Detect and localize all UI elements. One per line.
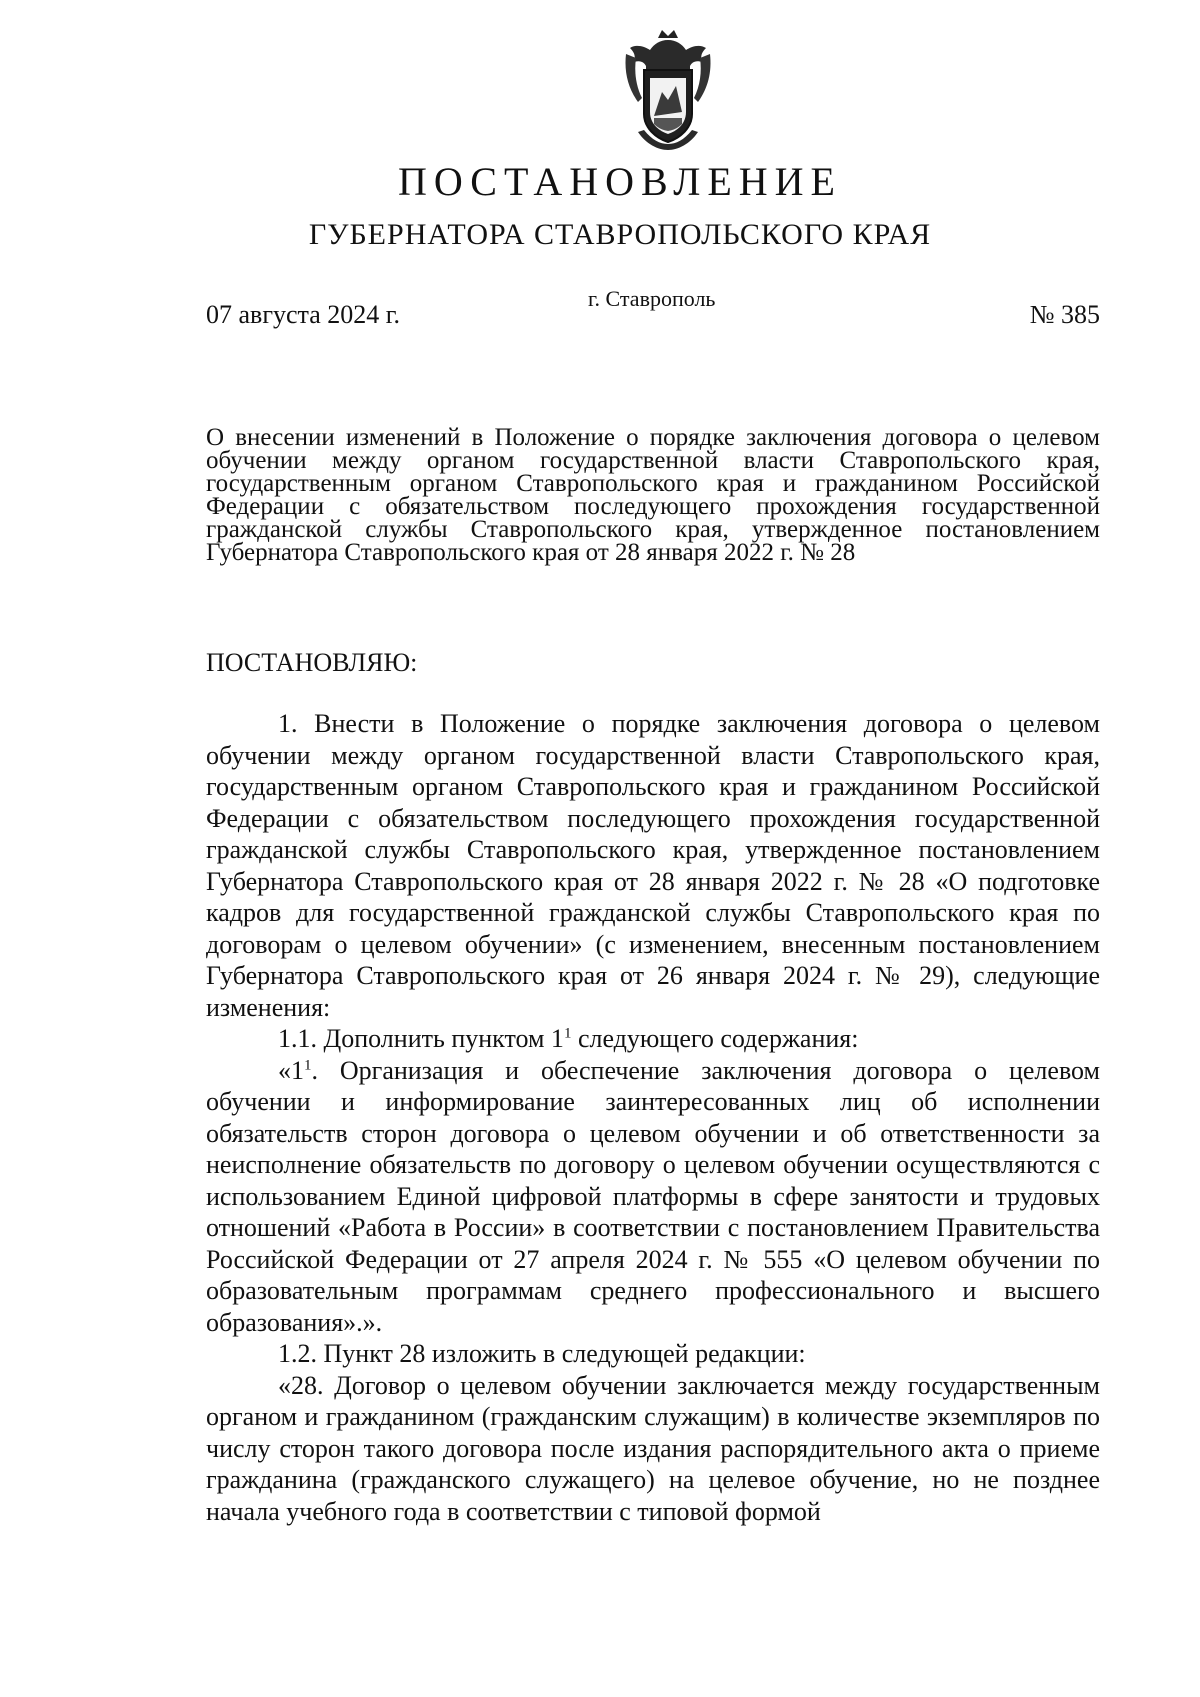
document-heading (206, 426, 1100, 564)
heading-text: О внесении изменений в Положение о порядке заключения договора о целевом обучении между органом государственной власти Ставропольского края, государственным органом Ставропольского края и гражданином Российской Федерации с обязательством последующего прохождения государственной гражданской службы Ставропольского края, утвержденное постановлением Губернатора Ставропольского края от 28 января 2022 г. № 28 (206, 424, 1100, 566)
document-city: г. Ставрополь (588, 286, 716, 311)
quoted-paragraph-28: «28. Договор о целевом обучении заключается между государственным органом и гражданином (гражданским служащим) в количестве экземпляров по числу сторон такого договора после издания распорядительного акта о приеме гражданина (гражданского служащего) на целевое обучение, но не позднее начала учебного года в соответствии с типовой формой (206, 1370, 1100, 1526)
decree-word: ПОСТАНОВЛЯЮ: (206, 648, 418, 677)
quoted-paragraph-1-1: «$1^1$. Организация и обеспечение заключения договора о целевом обучении и информирование заинтересованных лиц об исполнении обязательств сторон договора о целевом обучении и об ответственности за неисполнение обязательств по договору о целевом обучении осуществляются с использованием Единой цифровой платформы в сфере занятости и трудовых отношений «Работа в России» в соответствии с постановлением Правительства Российской Федерации от 27 апреля 2024 г. № 555 «О целевом обучении по образовательным программам среднего профессионального и высшего образования».». (206, 1055, 1100, 1337)
document-issuer: ГУБЕРНАТОРА СТАВРОПОЛЬСКОГО КРАЯ (308, 218, 932, 251)
document-title: ПОСТАНОВЛЕНИЕ (398, 159, 842, 204)
document-number: № 385 (1029, 300, 1100, 329)
document-date: 07 августа 2024 г. (206, 300, 400, 329)
document-body (206, 708, 1100, 1527)
coat-of-arms-emblem (620, 28, 716, 152)
paragraph-1-1: 1.1. Дополнить пунктом $1^1$ следующего содержания: (278, 1024, 859, 1053)
paragraph-1: 1. Внести в Положение о порядке заключения договора о целевом обучении между органом государственной власти Ставропольского края, государственным органом Ставропольского края и гражданином Российской Федерации с обязательством последующего прохождения государственной гражданской службы Ставропольского края, утвержденное постановлением Губернатора Ставропольского края от 28 января 2022 г. № 28 «О подготовке кадров для государственной гражданской службы Ставропольского края по договорам о целевом обучении» (с изменением, внесенным постановлением Губернатора Ставропольского края от 26 января 2024 г. № 29), следующие изменения: (206, 709, 1100, 1022)
paragraph-1-2: 1.2. Пункт 28 изложить в следующей редакции: (278, 1339, 806, 1368)
